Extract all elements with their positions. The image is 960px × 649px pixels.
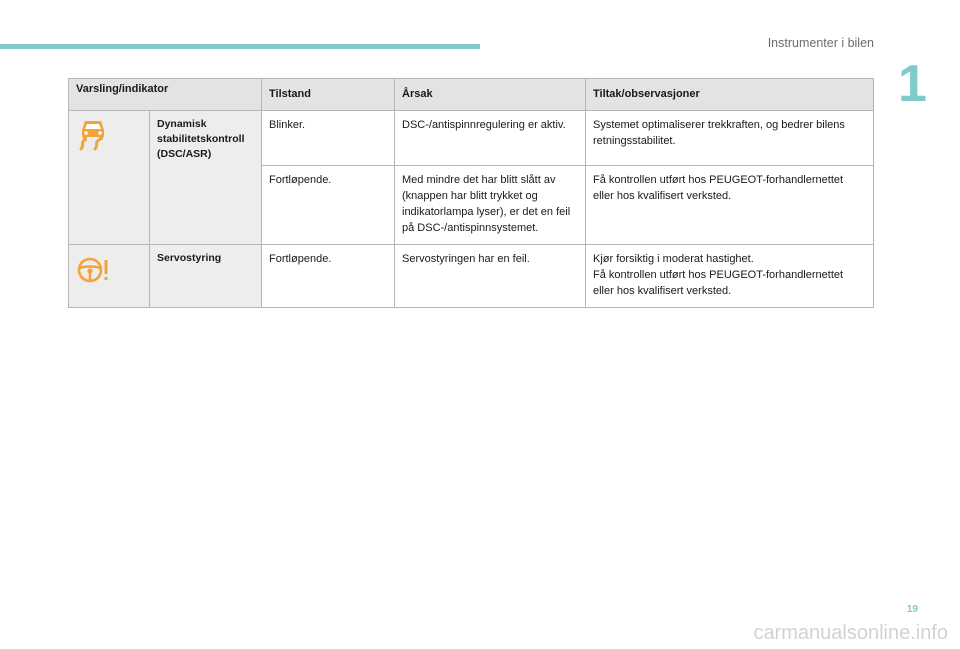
tilstand-cell: Blinker. (262, 111, 395, 166)
header-varsling: Varsling/indikator (69, 79, 262, 111)
skid-car-icon (76, 117, 110, 151)
indicator-table (68, 78, 874, 308)
top-accent-bar (0, 44, 480, 49)
indicator-icon-cell (69, 245, 150, 308)
chapter-number: 1 (898, 55, 927, 113)
arsak-cell: Servostyringen har en feil. (395, 245, 586, 308)
indicator-name: Dynamisk stabilitetskontroll (DSC/ASR) (150, 111, 262, 245)
table-header-row (69, 79, 874, 111)
tiltak-cell: Kjør forsiktig i moderat hastighet. Få kontrollen utført hos PEUGEOT-forhandlernettet eller hos kvalifisert verksted. (586, 245, 874, 308)
indicator-name: Servostyring (150, 245, 262, 308)
table-row (69, 111, 874, 166)
arsak-cell: Med mindre det har blitt slått av (knappen har blitt trykket og indikatorlampa lyser), er det en feil på DSC-/antispinnsystemet. (395, 166, 586, 245)
tiltak-cell: Systemet optimaliserer trekkraften, og bedrer bilens retningsstabilitet. (586, 111, 874, 166)
table-row (69, 245, 874, 308)
header-tilstand: Tilstand (262, 79, 395, 111)
tiltak-cell: Få kontrollen utført hos PEUGEOT-forhandlernettet eller hos kvalifisert verksted. (586, 166, 874, 245)
header-tiltak: Tiltak/observasjoner (586, 79, 874, 111)
tilstand-cell: Fortløpende. (262, 245, 395, 308)
arsak-cell: DSC-/antispinnregulering er aktiv. (395, 111, 586, 166)
section-title: Instrumenter i bilen (767, 36, 874, 50)
steering-wheel-warning-icon (76, 253, 110, 287)
header-arsak: Årsak (395, 79, 586, 111)
watermark-text: carmanualsonline.info (753, 622, 948, 644)
page-number: 19 (906, 604, 918, 615)
tilstand-cell: Fortløpende. (262, 166, 395, 245)
indicator-icon-cell (69, 111, 150, 245)
